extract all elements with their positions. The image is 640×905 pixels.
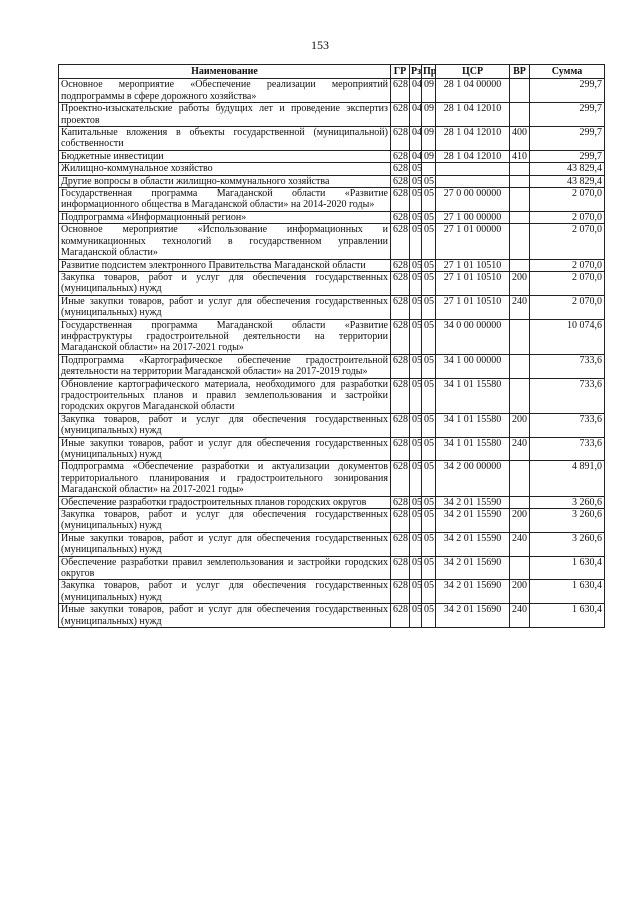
cell-rz: 05 [410, 319, 422, 354]
cell-name: Основное мероприятие «Обеспечение реализации мероприятий подпрограммы в сфере дорожного хозяйства» [59, 79, 391, 103]
cell-sum: 733,6 [530, 437, 605, 461]
cell-gr: 628 [391, 532, 410, 556]
cell-sum: 43 829,4 [530, 175, 605, 187]
cell-name: Подпрограмма «Обеспечение разработки и актуализации документов территориального планирования и градостроительного зонирования Магаданской области» на 2017-2021 годы» [59, 461, 391, 496]
cell-pr: 05 [422, 580, 436, 604]
cell-gr: 628 [391, 354, 410, 378]
cell-name: Бюджетные инвестиции [59, 150, 391, 162]
cell-gr: 628 [391, 556, 410, 580]
cell-csr: 34 2 01 15590 [436, 532, 510, 556]
cell-sum: 4 891,0 [530, 461, 605, 496]
cell-pr: 05 [422, 354, 436, 378]
cell-vr [510, 496, 530, 508]
cell-rz: 05 [410, 295, 422, 319]
cell-gr: 628 [391, 461, 410, 496]
cell-csr: 34 1 01 15580 [436, 413, 510, 437]
cell-name: Государственная программа Магаданской области «Развитие инфраструктуры градостроительной деятельности на территории Магаданской области» на 2017-2021 годы» [59, 319, 391, 354]
table-row [59, 354, 605, 378]
cell-rz: 05 [410, 556, 422, 580]
cell-name: Проектно-изыскательские работы будущих лет и проведение экспертиз проектов [59, 103, 391, 127]
table-row [59, 79, 605, 103]
cell-sum: 299,7 [530, 127, 605, 151]
cell-pr: 09 [422, 79, 436, 103]
cell-rz: 05 [410, 175, 422, 187]
cell-name: Закупка товаров, работ и услуг для обеспечения государственных (муниципальных) нужд [59, 580, 391, 604]
cell-csr [436, 175, 510, 187]
table-row [59, 259, 605, 271]
cell-csr: 28 1 04 12010 [436, 103, 510, 127]
cell-rz: 04 [410, 79, 422, 103]
table-row [59, 509, 605, 533]
table-row [59, 188, 605, 212]
cell-gr: 628 [391, 103, 410, 127]
cell-rz: 05 [410, 580, 422, 604]
table-header-row [59, 65, 605, 79]
cell-csr: 28 1 04 12010 [436, 127, 510, 151]
table-row [59, 163, 605, 175]
cell-pr: 09 [422, 103, 436, 127]
cell-rz: 05 [410, 437, 422, 461]
cell-sum: 733,6 [530, 378, 605, 413]
cell-name: Обеспечение разработки правил землепользования и застройки городских округов [59, 556, 391, 580]
cell-sum: 1 630,4 [530, 556, 605, 580]
cell-sum: 3 260,6 [530, 496, 605, 508]
cell-sum: 2 070,0 [530, 188, 605, 212]
table-row [59, 437, 605, 461]
cell-name: Основное мероприятие «Использование информационных и коммуникационных технологий в государственном управлении Магаданской области» [59, 224, 391, 259]
cell-vr [510, 163, 530, 175]
cell-gr: 628 [391, 271, 410, 295]
cell-csr: 34 2 01 15690 [436, 604, 510, 628]
cell-name: Капитальные вложения в объекты государственной (муниципальной) собственности [59, 127, 391, 151]
cell-rz: 05 [410, 509, 422, 533]
cell-vr: 410 [510, 150, 530, 162]
cell-vr: 240 [510, 604, 530, 628]
cell-vr [510, 224, 530, 259]
cell-csr: 34 2 01 15590 [436, 509, 510, 533]
cell-csr: 27 0 00 00000 [436, 188, 510, 212]
cell-csr: 34 0 00 00000 [436, 319, 510, 354]
cell-vr: 240 [510, 295, 530, 319]
cell-pr: 05 [422, 532, 436, 556]
cell-vr [510, 354, 530, 378]
table-row [59, 496, 605, 508]
cell-gr: 628 [391, 580, 410, 604]
cell-vr: 400 [510, 127, 530, 151]
table-row [59, 271, 605, 295]
header-csr: ЦСР [436, 65, 510, 79]
cell-vr [510, 259, 530, 271]
cell-sum: 733,6 [530, 354, 605, 378]
cell-csr: 34 2 01 15590 [436, 496, 510, 508]
cell-csr: 27 1 01 00000 [436, 224, 510, 259]
cell-sum: 733,6 [530, 413, 605, 437]
cell-sum: 3 260,6 [530, 509, 605, 533]
cell-gr: 628 [391, 175, 410, 187]
cell-rz: 05 [410, 496, 422, 508]
table-row [59, 319, 605, 354]
cell-sum: 299,7 [530, 103, 605, 127]
cell-csr: 34 2 01 15690 [436, 556, 510, 580]
cell-sum: 2 070,0 [530, 211, 605, 223]
cell-csr: 27 1 01 10510 [436, 259, 510, 271]
cell-gr: 628 [391, 224, 410, 259]
table-row [59, 461, 605, 496]
cell-name: Жилищно-коммунальное хозяйство [59, 163, 391, 175]
cell-rz: 04 [410, 127, 422, 151]
cell-rz: 05 [410, 163, 422, 175]
table-row [59, 103, 605, 127]
cell-sum: 2 070,0 [530, 259, 605, 271]
cell-gr: 628 [391, 127, 410, 151]
table-row [59, 224, 605, 259]
cell-sum: 1 630,4 [530, 580, 605, 604]
cell-vr [510, 103, 530, 127]
table-row [59, 175, 605, 187]
cell-csr: 27 1 01 10510 [436, 295, 510, 319]
table-row [59, 604, 605, 628]
cell-pr: 05 [422, 319, 436, 354]
cell-gr: 628 [391, 604, 410, 628]
cell-rz: 05 [410, 378, 422, 413]
table-row [59, 556, 605, 580]
cell-gr: 628 [391, 378, 410, 413]
cell-vr: 200 [510, 271, 530, 295]
header-vr: ВР [510, 65, 530, 79]
table-row [59, 580, 605, 604]
header-pr: Пр [423, 66, 437, 77]
cell-name: Закупка товаров, работ и услуг для обеспечения государственных (муниципальных) нужд [59, 509, 391, 533]
cell-rz: 05 [410, 413, 422, 437]
cell-gr: 628 [391, 295, 410, 319]
table-row [59, 532, 605, 556]
cell-csr: 27 1 01 10510 [436, 271, 510, 295]
cell-pr: 05 [422, 259, 436, 271]
cell-csr: 34 2 01 15690 [436, 580, 510, 604]
cell-vr [510, 378, 530, 413]
cell-csr: 34 1 00 00000 [436, 354, 510, 378]
cell-gr: 628 [391, 509, 410, 533]
cell-gr: 628 [391, 150, 410, 162]
cell-pr: 05 [422, 224, 436, 259]
cell-name: Закупка товаров, работ и услуг для обеспечения государственных (муниципальных) нужд [59, 413, 391, 437]
cell-gr: 628 [391, 259, 410, 271]
cell-gr: 628 [391, 437, 410, 461]
cell-gr: 628 [391, 496, 410, 508]
cell-csr [436, 163, 510, 175]
cell-name: Закупка товаров, работ и услуг для обеспечения государственных (муниципальных) нужд [59, 271, 391, 295]
cell-pr: 05 [422, 604, 436, 628]
page-number: 153 [311, 38, 329, 52]
table-row [59, 211, 605, 223]
cell-vr: 200 [510, 413, 530, 437]
cell-gr: 628 [391, 211, 410, 223]
cell-pr: 05 [422, 211, 436, 223]
header-name: Наименование [59, 65, 391, 79]
table-row [59, 378, 605, 413]
cell-gr: 628 [391, 413, 410, 437]
cell-sum: 299,7 [530, 150, 605, 162]
cell-vr [510, 188, 530, 212]
cell-pr: 05 [422, 175, 436, 187]
cell-pr: 05 [422, 437, 436, 461]
budget-table [58, 64, 605, 628]
table-row [59, 295, 605, 319]
cell-vr [510, 319, 530, 354]
cell-csr: 28 1 04 12010 [436, 150, 510, 162]
cell-rz: 05 [410, 604, 422, 628]
cell-rz: 05 [410, 224, 422, 259]
cell-sum: 10 074,6 [530, 319, 605, 354]
cell-vr: 200 [510, 509, 530, 533]
cell-pr: 05 [422, 271, 436, 295]
cell-pr: 05 [422, 556, 436, 580]
cell-vr: 240 [510, 437, 530, 461]
cell-rz: 05 [410, 532, 422, 556]
cell-name: Подпрограмма «Информационный регион» [59, 211, 391, 223]
cell-name: Подпрограмма «Картографическое обеспечение градостроительной деятельности на территории Магаданской области» на 2017-2019 годы» [59, 354, 391, 378]
cell-rz: 05 [410, 461, 422, 496]
cell-pr: 05 [422, 496, 436, 508]
cell-pr: 05 [422, 509, 436, 533]
cell-csr: 34 2 00 00000 [436, 461, 510, 496]
cell-csr: 34 1 01 15580 [436, 437, 510, 461]
table-body [59, 79, 605, 628]
cell-pr: 09 [422, 150, 436, 162]
cell-name: Иные закупки товаров, работ и услуг для обеспечения государственных (муниципальных) нужд [59, 437, 391, 461]
cell-sum: 43 829,4 [530, 163, 605, 175]
cell-gr: 628 [391, 79, 410, 103]
cell-name: Другие вопросы в области жилищно-коммунального хозяйства [59, 175, 391, 187]
cell-pr: 05 [422, 188, 436, 212]
cell-vr: 240 [510, 532, 530, 556]
header-sum: Сумма [530, 65, 605, 79]
cell-sum: 2 070,0 [530, 295, 605, 319]
cell-rz: 05 [410, 354, 422, 378]
cell-name: Обеспечение разработки градостроительных планов городских округов [59, 496, 391, 508]
cell-sum: 3 260,6 [530, 532, 605, 556]
table-row [59, 150, 605, 162]
cell-vr [510, 461, 530, 496]
cell-pr: 05 [422, 295, 436, 319]
cell-gr: 628 [391, 188, 410, 212]
cell-gr: 628 [391, 163, 410, 175]
cell-name: Обновление картографического материала, необходимого для разработки градостроительных планов и правил землепользования и застройки городских округов Магаданской области [59, 378, 391, 413]
cell-csr: 27 1 00 00000 [436, 211, 510, 223]
cell-rz: 05 [410, 259, 422, 271]
cell-csr: 28 1 04 00000 [436, 79, 510, 103]
cell-pr [422, 163, 436, 175]
cell-vr: 200 [510, 580, 530, 604]
cell-csr: 34 1 01 15580 [436, 378, 510, 413]
cell-vr [510, 211, 530, 223]
cell-name: Иные закупки товаров, работ и услуг для обеспечения государственных (муниципальных) нужд [59, 604, 391, 628]
cell-rz: 04 [410, 150, 422, 162]
cell-pr: 05 [422, 413, 436, 437]
cell-rz: 04 [410, 103, 422, 127]
cell-vr [510, 175, 530, 187]
cell-gr: 628 [391, 319, 410, 354]
cell-vr [510, 556, 530, 580]
cell-pr: 09 [422, 127, 436, 151]
header-gr: ГР [391, 65, 410, 79]
cell-pr: 05 [422, 378, 436, 413]
cell-sum: 2 070,0 [530, 224, 605, 259]
cell-sum: 1 630,4 [530, 604, 605, 628]
cell-sum: 2 070,0 [530, 271, 605, 295]
cell-name: Развитие подсистем электронного Правительства Магаданской области [59, 259, 391, 271]
cell-name: Иные закупки товаров, работ и услуг для обеспечения государственных (муниципальных) нужд [59, 295, 391, 319]
cell-rz: 05 [410, 271, 422, 295]
cell-rz: 05 [410, 211, 422, 223]
table-row [59, 413, 605, 437]
cell-vr [510, 79, 530, 103]
cell-sum: 299,7 [530, 79, 605, 103]
table-row [59, 127, 605, 151]
cell-name: Государственная программа Магаданской области «Развитие информационного общества в Магаданской области» на 2014-2020 годы» [59, 188, 391, 212]
cell-rz: 05 [410, 188, 422, 212]
cell-name: Иные закупки товаров, работ и услуг для обеспечения государственных (муниципальных) нужд [59, 532, 391, 556]
header-rz: Рз [411, 66, 422, 77]
cell-pr: 05 [422, 461, 436, 496]
